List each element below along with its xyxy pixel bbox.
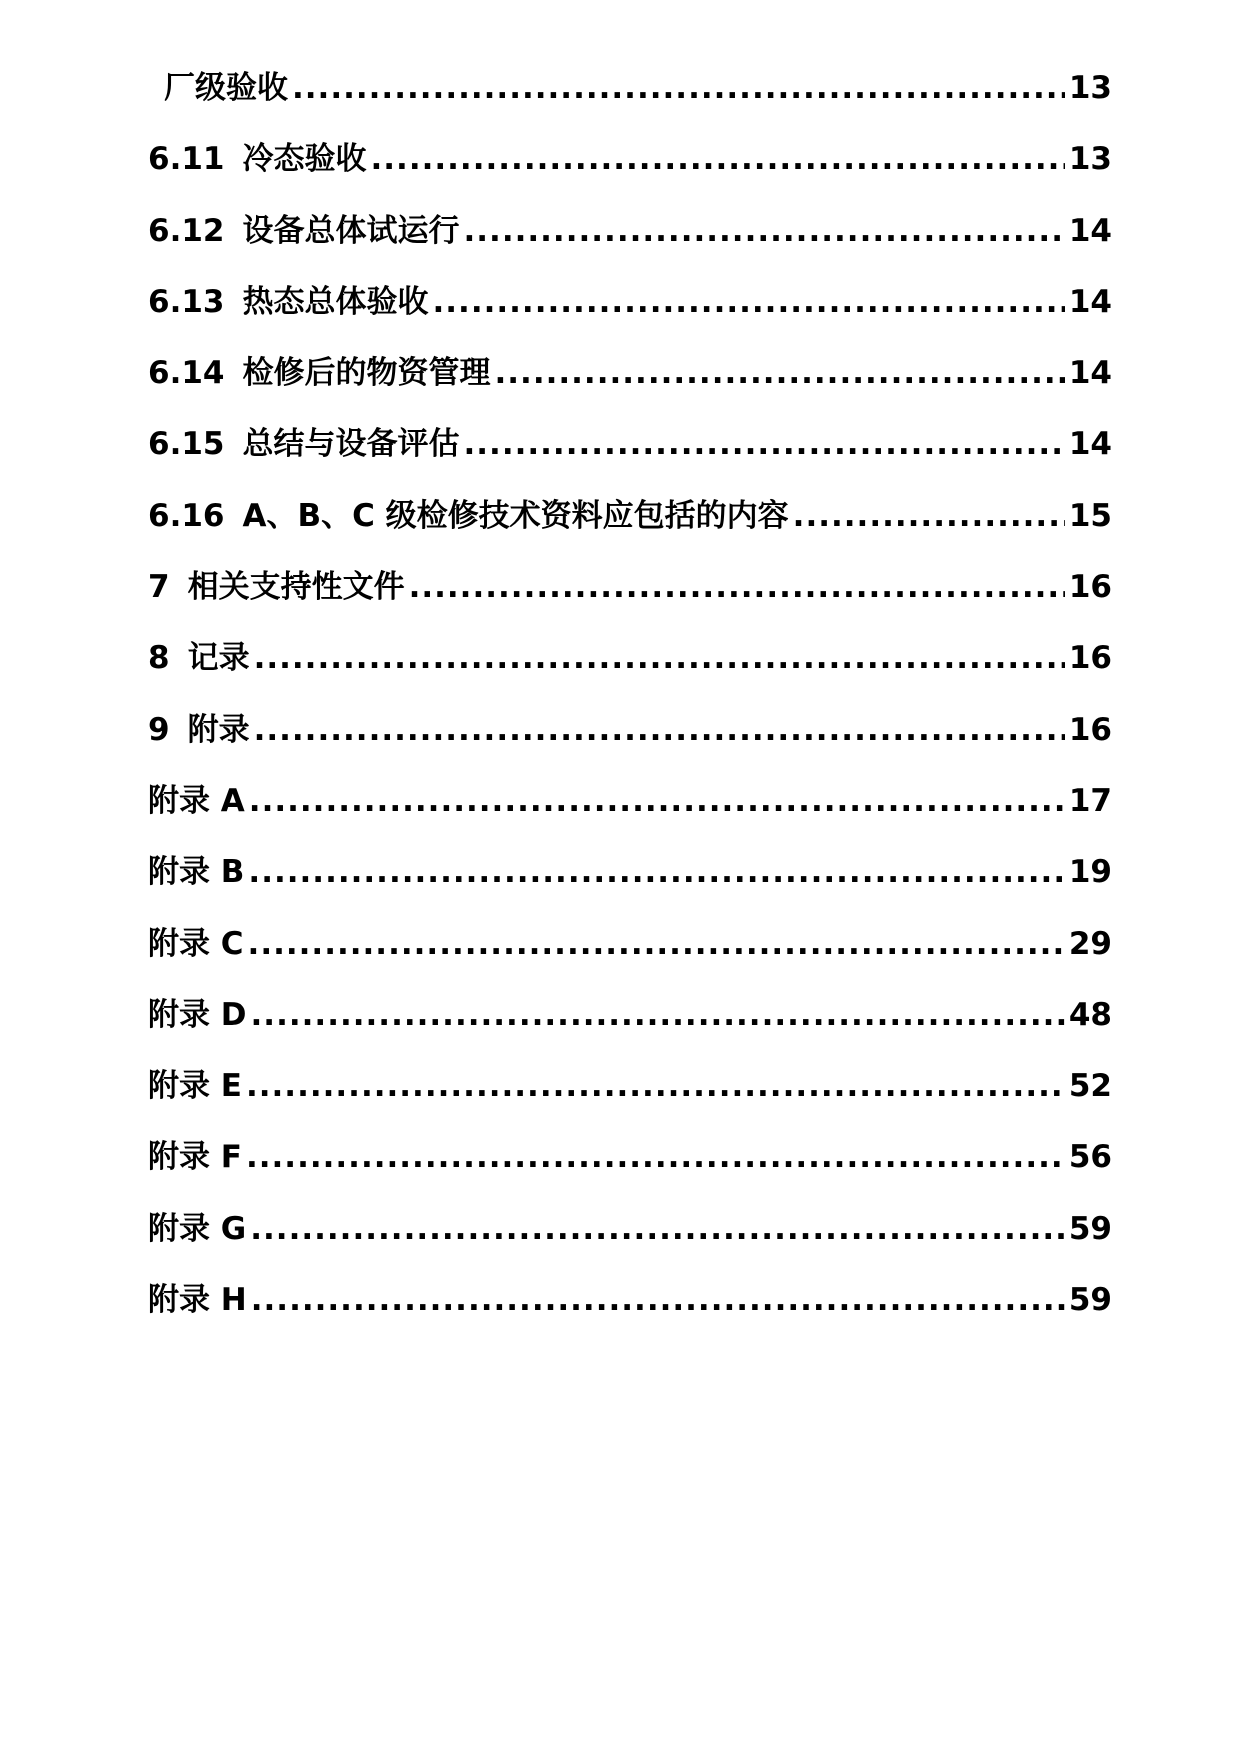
toc-entry-number: 6.14 (148, 355, 225, 392)
toc-entry-page: 13 (1068, 141, 1112, 178)
toc-entry-page: 16 (1068, 640, 1112, 677)
toc-entry-9[interactable] (148, 704, 1112, 775)
toc-entry-page: 17 (1068, 782, 1112, 819)
toc-entry-title: 附录 B (148, 854, 245, 891)
toc-entry-number: 9 (148, 711, 170, 748)
toc-dot-leader (464, 426, 1065, 462)
toc-entry-title: 相关支持性文件 (187, 569, 405, 606)
toc-entry-title: 附录 (187, 711, 250, 748)
toc-entry-page: 16 (1068, 569, 1112, 606)
toc-entry-6-13[interactable] (148, 276, 1112, 347)
toc-entry-page: 59 (1068, 1210, 1112, 1247)
toc-entry-title: 附录 E (148, 1068, 242, 1105)
toc-dot-leader (249, 783, 1065, 819)
toc-entry-title: 记录 (187, 640, 250, 677)
toc-entry-title: 总结与设备评估 (242, 426, 460, 463)
toc-entry-appendix-e[interactable] (148, 1060, 1112, 1131)
toc-entry-6-11[interactable] (148, 133, 1112, 204)
toc-entry-6-12[interactable] (148, 205, 1112, 276)
toc-dot-leader (409, 569, 1065, 605)
toc-entry-6-15[interactable] (148, 418, 1112, 489)
table-of-contents (148, 62, 1112, 1345)
toc-entry-page: 15 (1068, 497, 1112, 534)
toc-entry-title: 附录 A (148, 782, 245, 819)
toc-entry-page: 59 (1068, 1282, 1112, 1319)
toc-dot-leader (793, 498, 1065, 534)
toc-entry-number: 6.11 (148, 141, 225, 178)
toc-entry-page: 48 (1068, 996, 1112, 1033)
toc-entry-title: 附录 F (148, 1139, 242, 1176)
toc-entry-page: 14 (1068, 283, 1112, 320)
toc-entry-page: 14 (1068, 212, 1112, 249)
toc-entry-8[interactable] (148, 632, 1112, 703)
toc-entry-number: 6.15 (148, 426, 225, 463)
toc-entry-number: 6.13 (148, 283, 225, 320)
toc-entry-6-14[interactable] (148, 347, 1112, 418)
toc-dot-leader (464, 213, 1065, 249)
toc-entry-factory-acceptance[interactable] (148, 62, 1112, 133)
toc-dot-leader (246, 1139, 1065, 1175)
toc-entry-number: 8 (148, 640, 170, 677)
toc-entry-title: 热态总体验收 (242, 283, 429, 320)
toc-entry-title: 冷态验收 (242, 141, 367, 178)
toc-entry-6-16[interactable] (148, 490, 1112, 561)
toc-entry-title: 附录 H (148, 1282, 247, 1319)
toc-entry-number: 6.12 (148, 212, 225, 249)
toc-entry-number: 6.16 (148, 497, 225, 534)
toc-entry-title: 厂级验收 (164, 70, 288, 106)
toc-entry-title: 附录 C (148, 925, 244, 962)
toc-entry-title: A、B、C 级检修技术资料应包括的内容 (242, 497, 789, 534)
toc-entry-appendix-g[interactable] (148, 1203, 1112, 1274)
toc-entry-appendix-d[interactable] (148, 989, 1112, 1060)
toc-entry-number: 7 (148, 569, 170, 606)
toc-entry-title: 附录 D (148, 996, 247, 1033)
toc-entry-appendix-a[interactable] (148, 775, 1112, 846)
toc-entry-page: 29 (1068, 925, 1112, 962)
toc-entry-page: 56 (1068, 1139, 1112, 1176)
toc-dot-leader (495, 355, 1065, 391)
toc-dot-leader (254, 712, 1065, 748)
toc-dot-leader (251, 1282, 1065, 1318)
toc-dot-leader (254, 640, 1065, 676)
toc-entry-page: 19 (1068, 854, 1112, 891)
toc-entry-appendix-h[interactable] (148, 1274, 1112, 1345)
toc-dot-leader (251, 997, 1065, 1033)
toc-dot-leader (248, 926, 1065, 962)
toc-dot-leader (246, 1068, 1065, 1104)
toc-dot-leader (371, 141, 1065, 177)
toc-dot-leader (250, 1211, 1065, 1247)
toc-dot-leader (292, 70, 1065, 106)
toc-entry-title: 附录 G (148, 1210, 247, 1247)
toc-entry-page: 16 (1068, 711, 1112, 748)
toc-entry-page: 14 (1068, 355, 1112, 392)
toc-entry-7[interactable] (148, 561, 1112, 632)
toc-entry-title: 设备总体试运行 (242, 212, 460, 249)
toc-dot-leader (248, 854, 1064, 890)
toc-entry-title: 检修后的物资管理 (242, 355, 491, 392)
toc-entry-appendix-f[interactable] (148, 1131, 1112, 1202)
toc-dot-leader (433, 284, 1065, 320)
toc-entry-page: 14 (1068, 426, 1112, 463)
toc-entry-appendix-c[interactable] (148, 918, 1112, 989)
toc-entry-appendix-b[interactable] (148, 846, 1112, 917)
toc-entry-page: 52 (1068, 1068, 1112, 1105)
toc-entry-page: 13 (1068, 70, 1112, 106)
